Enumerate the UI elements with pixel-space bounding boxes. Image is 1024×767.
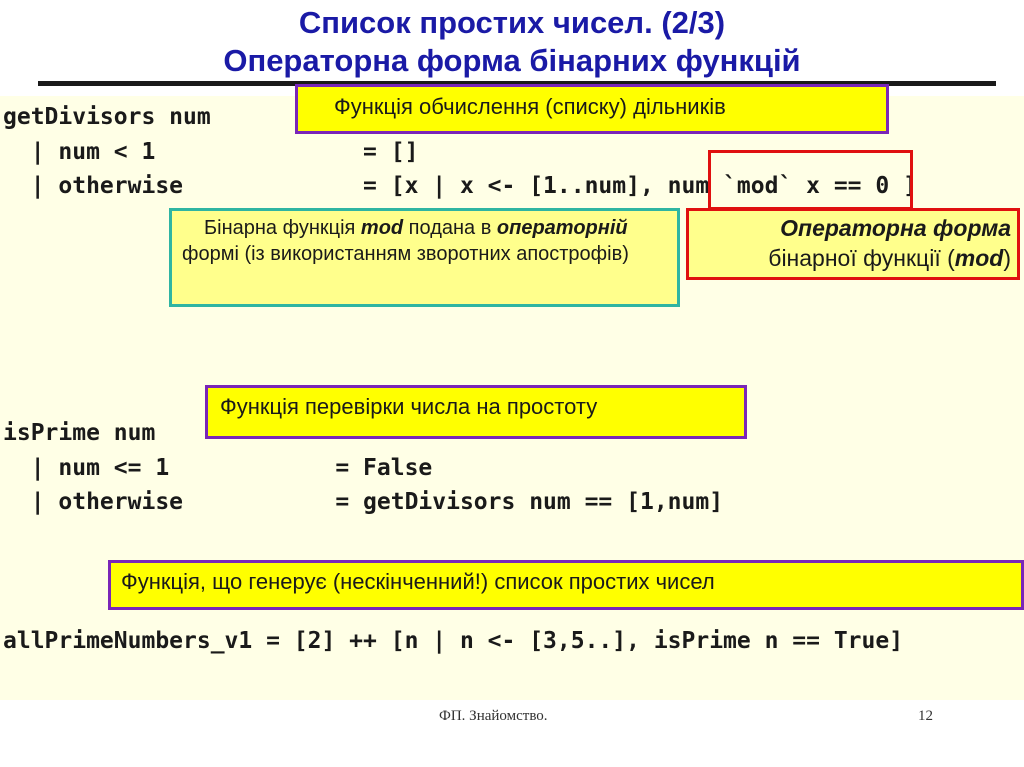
callout-primes-text: Функція, що генерує (нескінченний!) список простих чисел — [121, 569, 715, 594]
mod-highlight-outline — [708, 150, 913, 210]
page-number: 12 — [918, 708, 933, 724]
callout-divisors-function — [295, 84, 889, 134]
title-line-1: Список простих чисел. (2/3) — [298, 5, 726, 40]
operator-form-line2-pre: бінарної функції ( — [768, 245, 955, 271]
mod-note-operator: операторній — [496, 217, 628, 239]
operator-form-line2-post: ) — [1003, 245, 1011, 271]
code-isprime-line-2: | num <= 1 = False — [3, 455, 433, 481]
callout-isprime-function — [205, 385, 747, 439]
slide-title — [0, 4, 1024, 80]
callout-operator-form — [686, 208, 1020, 280]
callout-divisors-text: Функція обчислення (списку) дільників — [334, 94, 726, 119]
code-getdivisors-line-2: | num < 1 = [] — [3, 139, 419, 165]
callout-primes-generator — [108, 560, 1024, 610]
mod-note-mod: mod — [360, 217, 404, 239]
operator-form-mod: mod — [954, 245, 1004, 271]
callout-mod-note — [169, 208, 680, 307]
code-allprimes-line: allPrimeNumbers_v1 = [2] ++ [n | n <- [3,5..], isPrime n == True] — [3, 628, 904, 654]
mod-note-part3: формі (із використанням зворотних апострофів) — [182, 243, 629, 265]
code-getdivisors-line-3: | otherwise = [x | x <- [1..num], num `mod` x == 0 ] — [3, 173, 917, 199]
mod-note-part1: Бінарна функція — [204, 217, 361, 239]
operator-form-line1: Операторна форма — [780, 215, 1011, 241]
footer-caption: ФП. Знайомство. — [439, 708, 548, 724]
code-getdivisors-line-1: getDivisors num — [3, 104, 211, 130]
code-isprime-line-1: isPrime num — [3, 420, 156, 446]
title-line-2: Операторна форма бінарних функцій — [223, 43, 801, 78]
code-isprime-line-3: | otherwise = getDivisors num == [1,num] — [3, 489, 724, 515]
callout-isprime-text: Функція перевірки числа на простоту — [220, 394, 598, 419]
mod-note-part2: подана в — [403, 217, 497, 239]
